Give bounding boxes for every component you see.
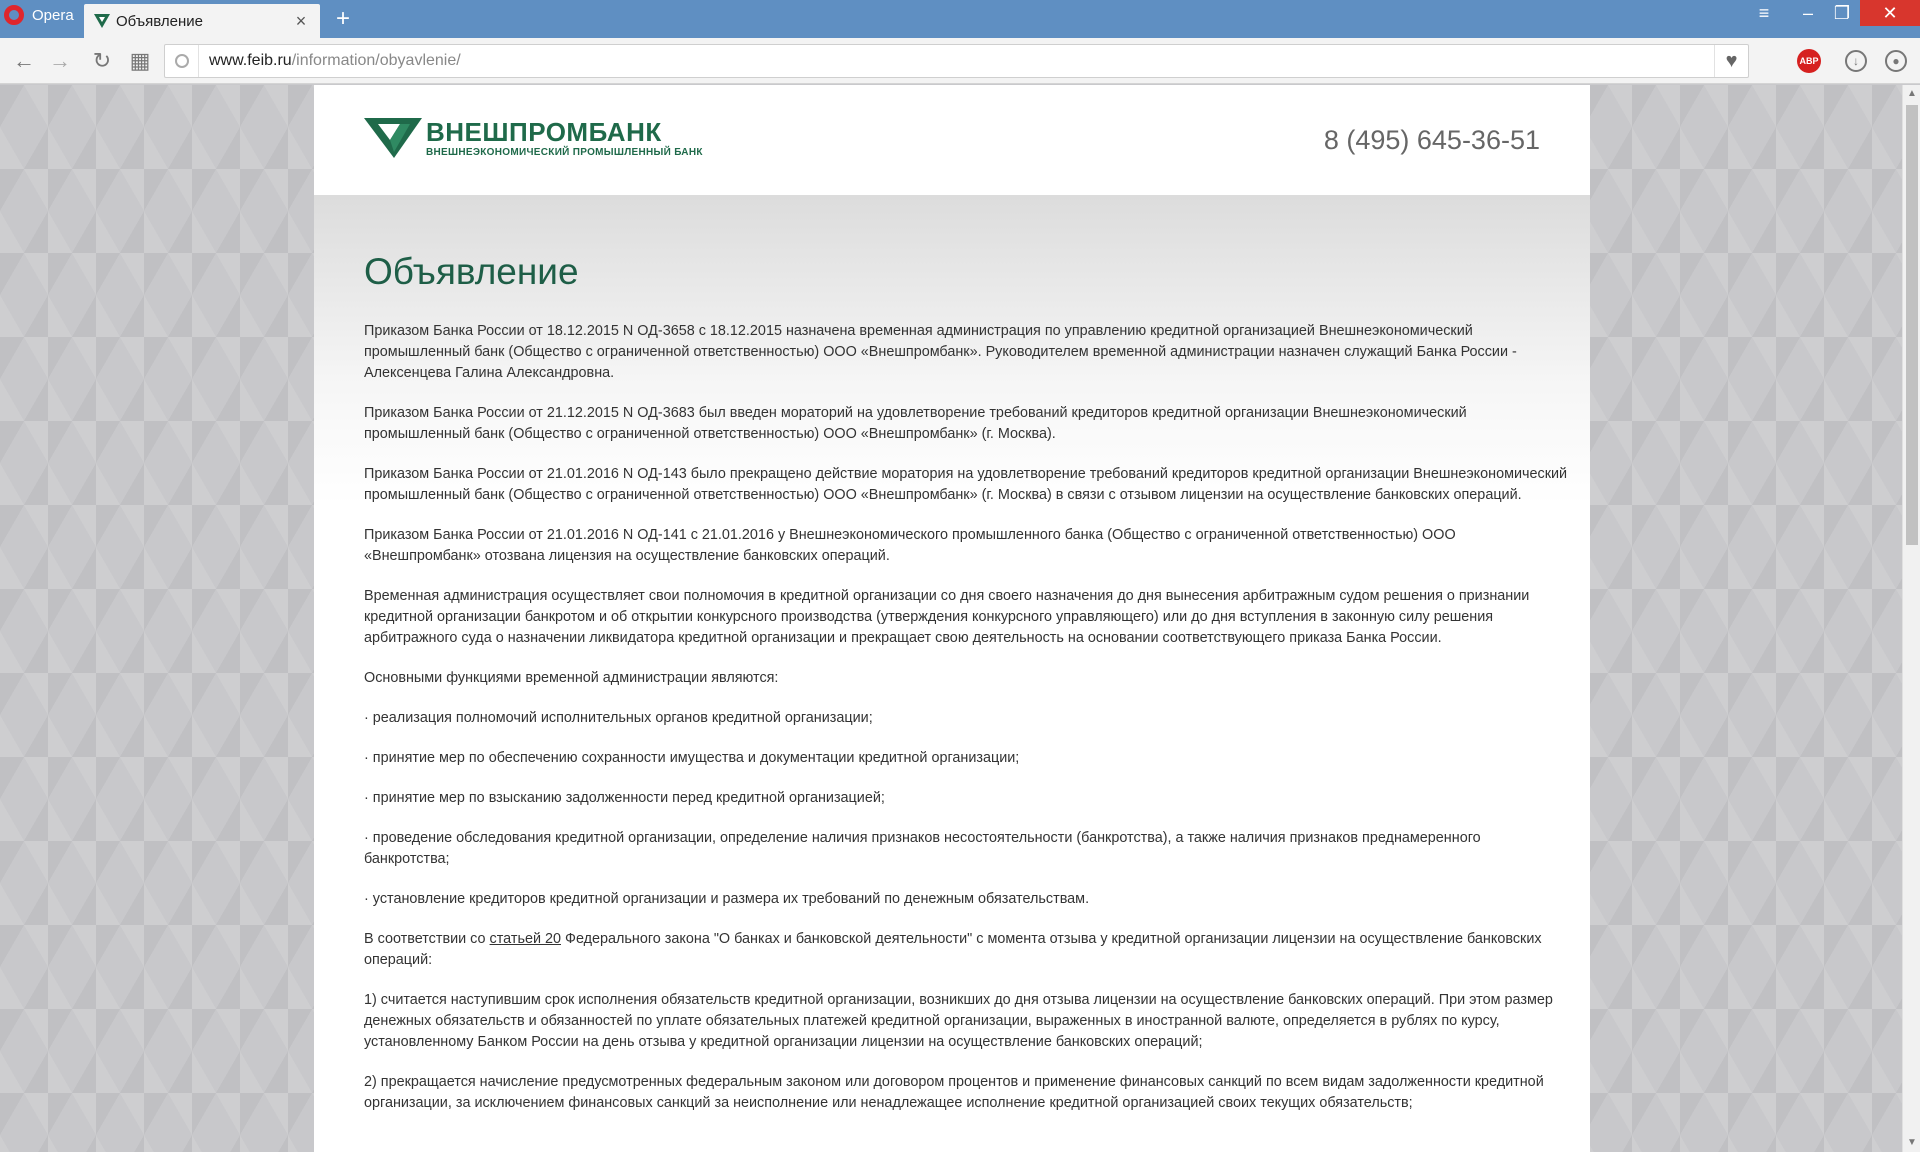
article-content <box>314 195 1590 1114</box>
function-list-item: · принятие мер по взысканию задолженности перед кредитной организацией; <box>364 790 885 806</box>
address-bar[interactable] <box>164 44 1749 78</box>
browser-titlebar <box>0 0 1920 38</box>
bank-logo[interactable] <box>364 118 703 158</box>
article-paragraph: Временная администрация осуществляет свои полномочия в кредитной организации со дня своего назначения до дня вынесения арбитражным судом решения о признании кредитной организации банкротом и об открытии конкурсного производства (утверждения конкурсного управляющего) или до дня вступления в законную силу решения арбитражного суда о назначении ликвидатора кредитной организации и прекращает свою деятельность на основании соответствующего приказа Банка России. <box>364 588 1530 646</box>
page-title: Объявление <box>364 251 579 292</box>
page-scrollbar[interactable] <box>1902 85 1920 1152</box>
consequence-list-item: 1) считается наступившим срок исполнения обязательств кредитной организации, возникших до дня отзыва лицензии на осуществление банковских операций. При этом размер денежных обязательств и обязанностей по уплате обязательных платежей кредитной организации, выраженных в иностранной валюте, определяется в рублях по курсу, установленному Банком России на день отзыва у кредитной организации лицензии на осуществление банковских операций; <box>364 992 1553 1050</box>
function-list-item: · реализация полномочий исполнительных органов кредитной организации; <box>364 710 873 726</box>
opera-menu-label: Opera <box>32 6 74 24</box>
article-paragraph: Приказом Банка России от 18.12.2015 N ОД-3658 с 18.12.2015 назначена временная администрация по управлению кредитной организацией Внешнеэкономический промышленный банк (Общество с ограниченной ответственностью) ООО «Внешпромбанк». Руководителем временной администрации назначен служащий Банка России - Алексенцева Галина Александровна. <box>364 323 1517 381</box>
account-icon[interactable]: ● <box>1882 47 1910 75</box>
browser-tab-active[interactable] <box>84 4 320 38</box>
article-paragraph: Приказом Банка России от 21.01.2016 N ОД-141 с 21.01.2016 у Внешнеэкономического промышленного банка (Общество с ограниченной ответственностью) ООО «Внешпромбанк» отозвана лицензия на осуществление банковских операций. <box>364 527 1456 564</box>
bank-subtitle: ВНЕШНЕЭКОНОМИЧЕСКИЙ ПРОМЫШЛЕННЫЙ БАНК <box>426 147 703 158</box>
page-container <box>314 85 1590 1152</box>
function-list-item: · принятие мер по обеспечению сохранности имущества и документации кредитной организации; <box>364 750 1020 766</box>
adblock-icon[interactable]: ABP <box>1797 49 1821 73</box>
function-list-item: · установление кредиторов кредитной организации и размера их требований по денежным обязательствам. <box>364 891 1090 907</box>
bank-name: ВНЕШПРОМБАНК <box>426 117 662 147</box>
law-text-after: Федерального закона "О банках и банковской деятельности" с момента отзыва у кредитной организации лицензии на осуществление банковских операций: <box>364 931 1542 968</box>
tab-close-icon[interactable]: × <box>295 10 307 31</box>
maximize-button[interactable]: ❐ <box>1833 3 1851 23</box>
phone-number: 8 (495) 645-36-51 <box>1323 125 1540 155</box>
reload-icon[interactable]: ↻ <box>92 48 112 73</box>
page-viewport <box>0 85 1902 1152</box>
bank-logo-mark-icon <box>364 118 422 158</box>
download-icon[interactable]: ↓ <box>1842 47 1870 75</box>
law-text-before: В соответствии со <box>364 931 490 947</box>
bank-logo-text <box>426 118 703 158</box>
site-info-icon[interactable] <box>165 45 199 77</box>
opera-logo-icon <box>4 5 24 25</box>
address-url[interactable] <box>199 52 461 70</box>
site-header <box>314 85 1590 195</box>
bank-favicon-icon <box>94 14 110 28</box>
close-window-button[interactable]: ✕ <box>1860 0 1920 26</box>
article-paragraph: Приказом Банка России от 21.12.2015 N ОД-3683 был введен мораторий на удовлетворение требований кредиторов кредитной организации Внешнеэкономический промышленный банк (Общество с ограниченной ответственностью) ООО «Внешпромбанк» (г. Москва). <box>364 405 1467 442</box>
tab-menu-icon[interactable]: ≡ <box>1758 3 1770 23</box>
forward-arrow-icon[interactable]: → <box>49 48 71 73</box>
article-paragraph: Основными функциями временной администрации являются: <box>364 670 779 686</box>
new-tab-button[interactable]: + <box>335 5 350 32</box>
address-host: www.feib.ru <box>209 52 292 69</box>
tab-title: Объявление <box>116 12 203 30</box>
address-path: /information/obyavlenie/ <box>291 52 461 69</box>
scrollbar-thumb[interactable] <box>1906 105 1918 545</box>
minimize-button[interactable]: – <box>1802 3 1813 23</box>
article-20-link[interactable]: статьей 20 <box>489 931 561 947</box>
browser-toolbar <box>0 38 1920 84</box>
function-list-item: · проведение обследования кредитной организации, определение наличия признаков несостоятельности (банкротства), а также наличия признаков преднамеренного банкротства; <box>364 830 1481 867</box>
article-paragraph: Приказом Банка России от 21.01.2016 N ОД-143 было прекращено действие моратория на удовлетворение требований кредиторов кредитной организации Внешнеэкономический промышленный банк (Общество с ограниченной ответственностью) ООО «Внешпромбанк» (г. Москва) в связи с отзывом лицензии на осуществление банковских операций. <box>364 466 1568 503</box>
speed-dial-grid-icon[interactable]: ▦ <box>129 48 151 73</box>
bookmark-heart-icon[interactable]: ♥ <box>1714 45 1748 77</box>
scroll-down-arrow-icon[interactable]: ▼ <box>1907 1137 1917 1148</box>
opera-menu-button[interactable] <box>0 0 82 30</box>
back-arrow-icon[interactable]: ← <box>13 48 35 73</box>
law-reference-paragraph <box>364 929 1568 971</box>
consequence-list-item: 2) прекращается начисление предусмотренных федеральным законом или договором процентов и применение финансовых санкций по всем видам задолженности кредитной организации, за исключением финансовых санкций за неисполнение или ненадлежащее исполнение кредитной организацией своих текущих обязательств; <box>364 1074 1544 1111</box>
scroll-up-arrow-icon[interactable]: ▲ <box>1907 88 1917 99</box>
